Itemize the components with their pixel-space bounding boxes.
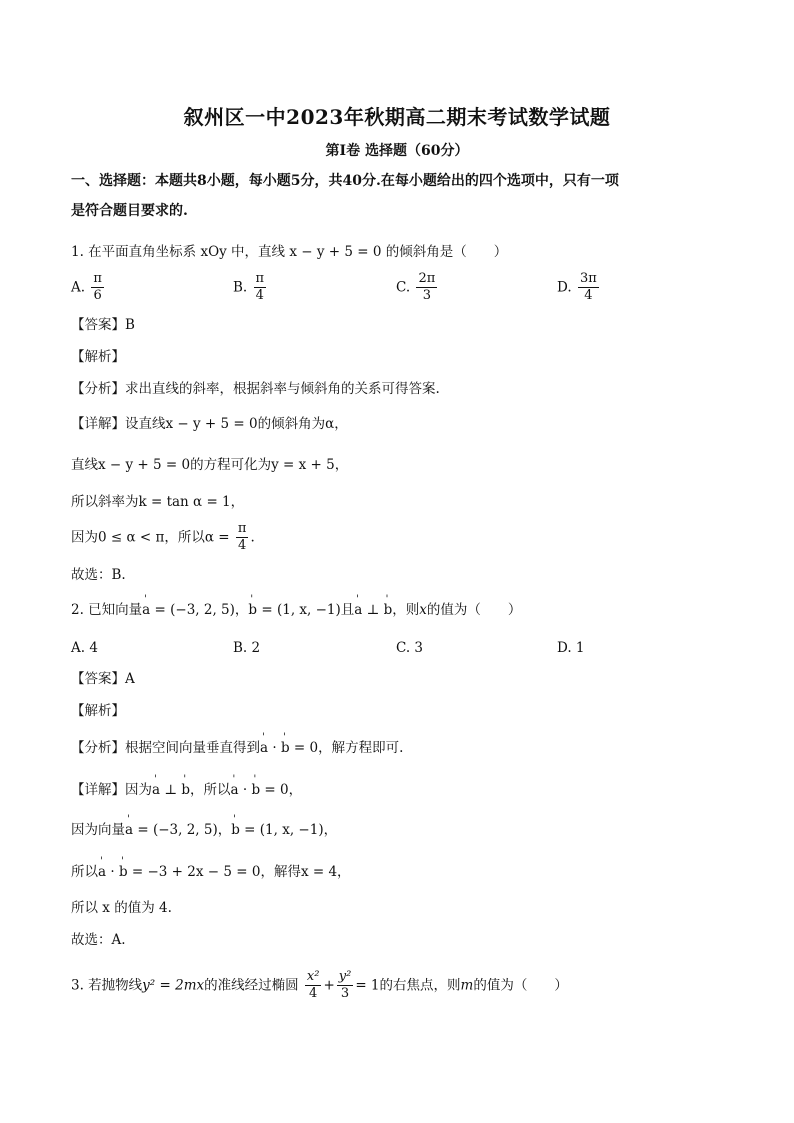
q1-option-b: B. $\frac{\pi}{4}$ [233, 271, 265, 304]
q1-choose: 故选：B. [71, 567, 126, 583]
fraction: $\frac{\text{x²}}{4}$ [306, 969, 320, 1002]
fraction: $\frac{2\pi}{3}$ [418, 271, 436, 304]
question-1-stem: 1. 在平面直角坐标系 xOy 中，直线 x − y + 5 = 0 的倾斜角是（ ） [71, 244, 508, 260]
q2-step-1: 因为向量' a = (−3, 2, 5)，' b = (1, x, −1)， [71, 822, 337, 840]
question-2-stem: 2. 已知向量' a = (−3, 2, 5)，' b = (1, x, −1)且' a ⊥ ' b，则x的值为（ ） [71, 602, 521, 620]
q2-option-d: D. 1 [557, 640, 585, 656]
q1-analysis-label: 【解析】 [71, 349, 125, 365]
q1-answer: 【答案】B [71, 317, 135, 333]
q1-detail: 【详解】设直线x − y + 5 = 0的倾斜角为α， [71, 416, 348, 432]
section-subtitle: 第I卷 选择题（60分） [325, 143, 469, 159]
question-3-stem: 3. 若抛物线y² = 2mx的准线经过椭圆 $\frac{\text{x²}}{4}$ + $\frac{\text{y²}}{3}$ = 1的右焦点，则m的值为（ ） [71, 969, 568, 1002]
q2-answer: 【答案】A [71, 671, 135, 687]
q1-option-d: D. $\frac{3\pi}{4}$ [557, 271, 597, 304]
q1-option-a: A. $\frac{\pi}{6}$ [71, 271, 102, 304]
q2-choose: 故选：A. [71, 932, 126, 948]
q2-step-3: 所以 x 的值为 4. [71, 900, 172, 916]
q1-fenxi: 【分析】求出直线的斜率，根据斜率与倾斜角的关系可得答案. [71, 381, 440, 397]
q2-analysis-label: 【解析】 [71, 703, 125, 719]
q2-option-a: A. 4 [71, 640, 98, 656]
section-instructions-line2: 是符合题目要求的. [71, 203, 188, 219]
q1-option-c: C. $\frac{2\pi}{3}$ [396, 271, 436, 304]
page-title: 叙州区一中2023年秋期高二期末考试数学试题 [183, 105, 611, 129]
q2-fenxi: 【分析】根据空间向量垂直得到' a · ' b = 0，解方程即可. [71, 740, 403, 758]
q1-step-3: 因为0 ≤ α < π，所以α = $\frac{\pi}{4}$ . [71, 521, 255, 554]
section-instructions-line1: 一、选择题：本题共8小题，每小题5分，共40分.在每小题给出的四个选项中，只有一项 [71, 173, 619, 189]
q2-detail: 【详解】因为' a ⊥ ' b，所以' a · ' b = 0， [71, 782, 302, 800]
fraction: $\frac{\text{y²}}{3}$ [338, 969, 352, 1002]
q1-step-1: 直线x − y + 5 = 0的方程可化为y = x + 5， [71, 457, 349, 473]
q2-option-b: B. 2 [233, 640, 261, 656]
fraction: $\frac{\pi}{6}$ [93, 271, 102, 304]
q2-step-2: 所以' a · ' b = −3 + 2x − 5 = 0，解得x = 4， [71, 864, 351, 882]
q2-option-c: C. 3 [396, 640, 424, 656]
fraction: $\frac{\pi}{4}$ [255, 271, 265, 304]
q1-step-2: 所以斜率为k = tan α = 1， [71, 494, 245, 510]
fraction: $\frac{3\pi}{4}$ [579, 271, 597, 304]
fraction: $\frac{\pi}{4}$ [237, 521, 247, 554]
